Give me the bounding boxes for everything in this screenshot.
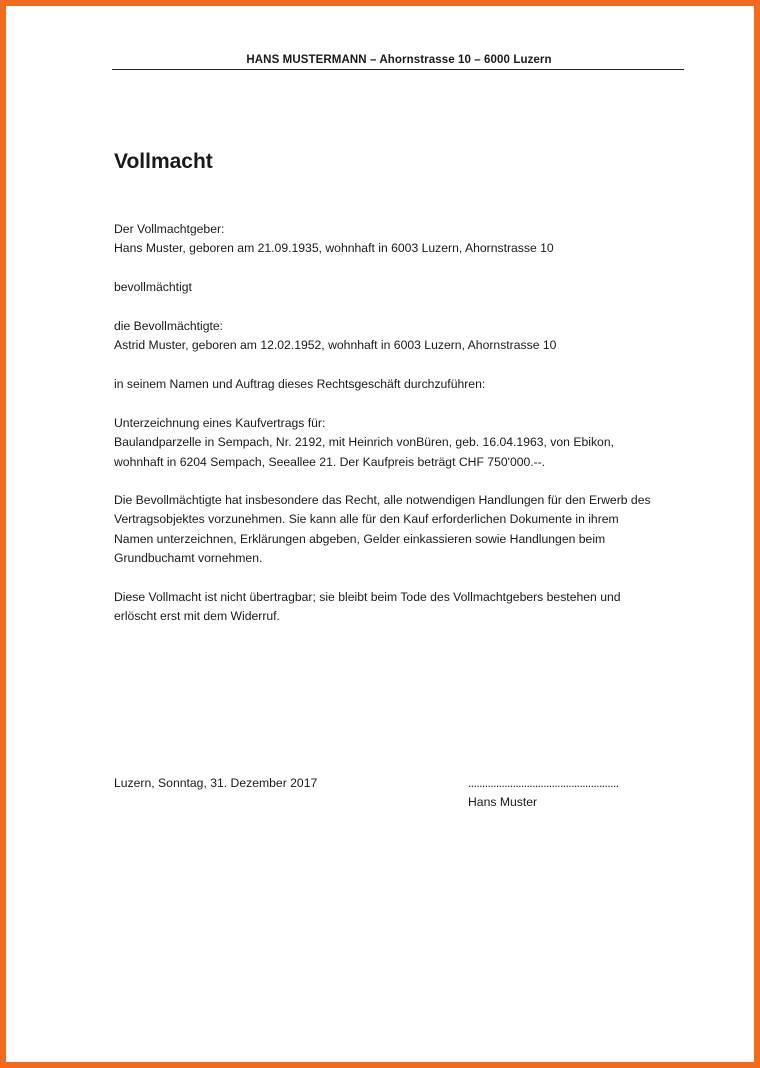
document-page bbox=[6, 6, 754, 1062]
transaction-line: Unterzeichnung eines Kaufvertrags für: bbox=[114, 416, 326, 430]
validity-line: Diese Vollmacht ist nicht übertragbar; sie bleibt beim Tode des Vollmachtgebers bestehen und bbox=[114, 590, 621, 604]
rights-paragraph bbox=[114, 491, 684, 568]
rights-line: Die Bevollmächtigte hat insbesondere das Recht, alle notwendigen Handlungen für den Erwerb des bbox=[114, 493, 651, 507]
transaction-paragraph bbox=[114, 414, 684, 472]
transaction-line: Baulandparzelle in Sempach, Nr. 2192, mit Heinrich vonBüren, geb. 16.04.1963, von Ebikon, bbox=[114, 435, 614, 450]
grantor-paragraph bbox=[114, 220, 684, 259]
validity-paragraph bbox=[114, 588, 684, 627]
signature-line: ...................................................... bbox=[468, 776, 619, 790]
grantor-details: Hans Muster, geboren am 21.09.1935, wohnhaft in 6003 Luzern, Ahornstrasse 10 bbox=[114, 241, 554, 256]
attorney-label: die Bevollmächtigte: bbox=[114, 319, 224, 333]
mandate-text: in seinem Namen und Auftrag dieses Rechtsgeschäft durchzuführen: bbox=[114, 377, 486, 391]
attorney-details: Astrid Muster, geboren am 12.02.1952, wohnhaft in 6003 Luzern, Ahornstrasse 10 bbox=[114, 338, 557, 353]
letterhead: HANS MUSTERMANN – Ahornstrasse 10 – 6000 Luzern bbox=[246, 54, 552, 66]
empowers-paragraph bbox=[114, 278, 684, 297]
validity-line: erlöscht erst mit dem Widerruf. bbox=[114, 609, 280, 624]
mandate-paragraph bbox=[114, 375, 684, 394]
transaction-line: wohnhaft in 6204 Sempach, Seeallee 21. Der Kaufpreis beträgt CHF 750'000.--. bbox=[114, 454, 546, 469]
attorney-paragraph bbox=[114, 317, 684, 356]
empowers-text: bevollmächtigt bbox=[114, 280, 192, 294]
rights-line: Grundbuchamt vornehmen. bbox=[114, 550, 263, 565]
rights-line: Namen unterzeichnen, Erklärungen abgeben, Gelder einkassieren sowie Handlungen beim bbox=[114, 531, 606, 546]
rights-line: Vertragsobjektes vorzunehmen. Sie kann alle für den Kauf erforderlichen Dokumente in ihrem bbox=[114, 512, 619, 527]
document-title: Vollmacht bbox=[114, 150, 213, 173]
signature-name: Hans Muster bbox=[468, 795, 538, 809]
letterhead-rule bbox=[112, 69, 684, 70]
grantor-label: Der Vollmachtgeber: bbox=[114, 222, 225, 236]
place-and-date: Luzern, Sonntag, 31. Dezember 2017 bbox=[114, 776, 318, 790]
